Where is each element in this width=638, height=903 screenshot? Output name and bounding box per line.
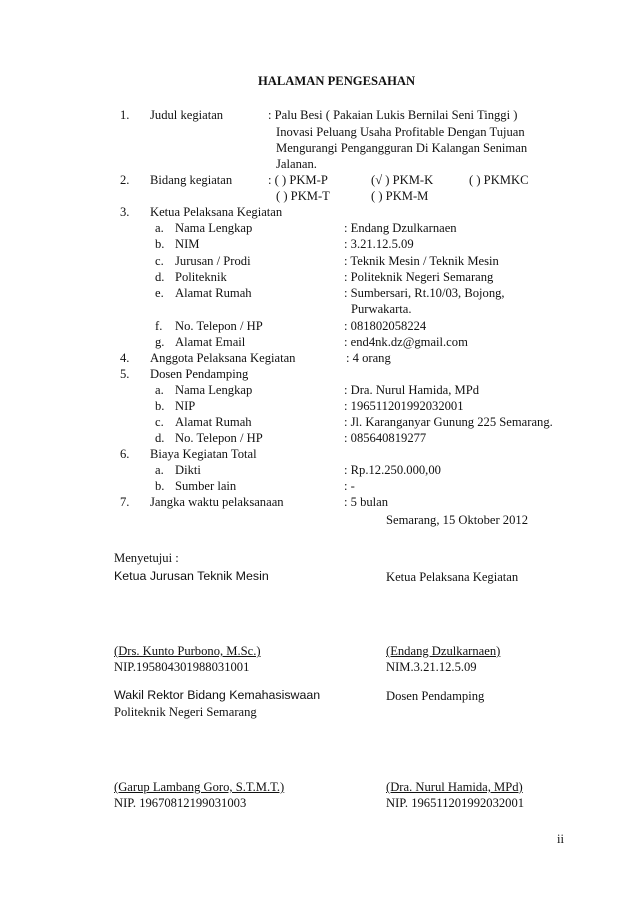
field-value: : Dra. Nurul Hamida, MPd (344, 383, 480, 397)
field-value: : - (344, 479, 355, 493)
field-value: : Politeknik Negeri Semarang (344, 270, 494, 284)
option-pkm-k: (√ ) PKM-K (371, 173, 434, 187)
item-number: 4. (120, 351, 130, 365)
place-date: Semarang, 15 Oktober 2012 (386, 513, 528, 527)
right-role: Ketua Pelaksana Kegiatan (386, 570, 519, 584)
sub-letter: f. (155, 319, 163, 333)
sub-letter: c. (155, 254, 164, 268)
field-label: Dikti (175, 463, 201, 477)
field-value: : end4nk.dz@gmail.com (344, 335, 468, 349)
left-role: Wakil Rektor Bidang Kemahasiswaan (114, 688, 321, 702)
field-value: : 085640819277 (344, 431, 427, 445)
field-value: Inovasi Peluang Usaha Profitable Dengan Tujuan (276, 125, 525, 139)
field-label: Politeknik (175, 270, 227, 284)
sub-letter: c. (155, 415, 164, 429)
option-pkmkc: ( ) PKMKC (469, 173, 529, 187)
item-number: 5. (120, 367, 130, 381)
field-label: Judul kegiatan (150, 108, 224, 122)
field-value: Jalanan. (276, 157, 317, 171)
signatory-name: (Dra. Nurul Hamida, MPd) (386, 780, 523, 794)
field-label: Dosen Pendamping (150, 367, 249, 381)
sub-letter: d. (155, 270, 165, 284)
field-value: Mengurangi Pengangguran Di Kalangan Seniman (276, 141, 528, 155)
sub-letter: a. (155, 463, 164, 477)
signatory-name: (Drs. Kunto Purbono, M.Sc.) (114, 644, 261, 658)
item-number: 7. (120, 495, 130, 509)
page-number: ii (557, 832, 564, 846)
sub-letter: e. (155, 286, 164, 300)
field-value: : 081802058224 (344, 319, 427, 333)
sub-letter: b. (155, 399, 165, 413)
item-number: 2. (120, 173, 130, 187)
field-label: Bidang kegiatan (150, 173, 233, 187)
field-label: Alamat Email (175, 335, 246, 349)
left-role: Ketua Jurusan Teknik Mesin (114, 569, 269, 583)
field-value: : Rp.12.250.000,00 (344, 463, 441, 477)
sub-letter: b. (155, 237, 165, 251)
signatory-id: NIP. 196511201992032001 (386, 796, 525, 810)
sub-letter: b. (155, 479, 165, 493)
field-label: Alamat Rumah (175, 415, 252, 429)
option-pkm-p: : ( ) PKM-P (268, 173, 328, 187)
field-label: Nama Lengkap (175, 221, 253, 235)
sub-letter: a. (155, 383, 164, 397)
signatory-id: NIM.3.21.12.5.09 (386, 660, 477, 674)
field-value: : Jl. Karanganyar Gunung 225 Semarang. (344, 415, 553, 429)
sub-letter: a. (155, 221, 164, 235)
field-value: Purwakarta. (351, 302, 412, 316)
field-label: NIP (175, 399, 196, 413)
field-label: Jurusan / Prodi (175, 254, 251, 268)
sub-letter: g. (155, 335, 165, 349)
page-title: HALAMAN PENGESAHAN (258, 74, 416, 88)
item-number: 6. (120, 447, 130, 461)
field-label: Biaya Kegiatan Total (150, 447, 257, 461)
option-pkm-t: ( ) PKM-T (276, 189, 330, 203)
option-pkm-m: ( ) PKM-M (371, 189, 429, 203)
field-label: Jangka waktu pelaksanaan (150, 495, 284, 509)
signatory-name: (Endang Dzulkarnaen) (386, 644, 501, 658)
field-value: : Endang Dzulkarnaen (344, 221, 457, 235)
signatory-id: NIP.195804301988031001 (114, 660, 250, 674)
approval-heading: Menyetujui : (114, 551, 179, 565)
field-value: : 5 bulan (344, 495, 389, 509)
field-label: Alamat Rumah (175, 286, 252, 300)
field-value: : Sumbersari, Rt.10/03, Bojong, (344, 286, 505, 300)
sub-letter: d. (155, 431, 165, 445)
field-value: : 196511201992032001 (344, 399, 464, 413)
field-label: Nama Lengkap (175, 383, 253, 397)
field-value: : 4 orang (346, 351, 391, 365)
field-value: : Teknik Mesin / Teknik Mesin (344, 254, 499, 268)
field-label: Anggota Pelaksana Kegiatan (150, 351, 296, 365)
field-value: : 3.21.12.5.09 (344, 237, 414, 251)
field-label: No. Telepon / HP (175, 319, 263, 333)
signatory-name: (Garup Lambang Goro, S.T.M.T.) (114, 780, 285, 794)
field-label: Sumber lain (175, 479, 237, 493)
field-label: No. Telepon / HP (175, 431, 263, 445)
field-value: : Palu Besi ( Pakaian Lukis Bernilai Seni Tinggi ) (268, 108, 518, 122)
item-number: 1. (120, 108, 130, 122)
right-role: Dosen Pendamping (386, 689, 485, 703)
left-institution: Politeknik Negeri Semarang (114, 705, 257, 719)
signatory-id: NIP. 19670812199031003 (114, 796, 247, 810)
item-number: 3. (120, 205, 130, 219)
field-label: NIM (175, 237, 200, 251)
field-label: Ketua Pelaksana Kegiatan (150, 205, 283, 219)
